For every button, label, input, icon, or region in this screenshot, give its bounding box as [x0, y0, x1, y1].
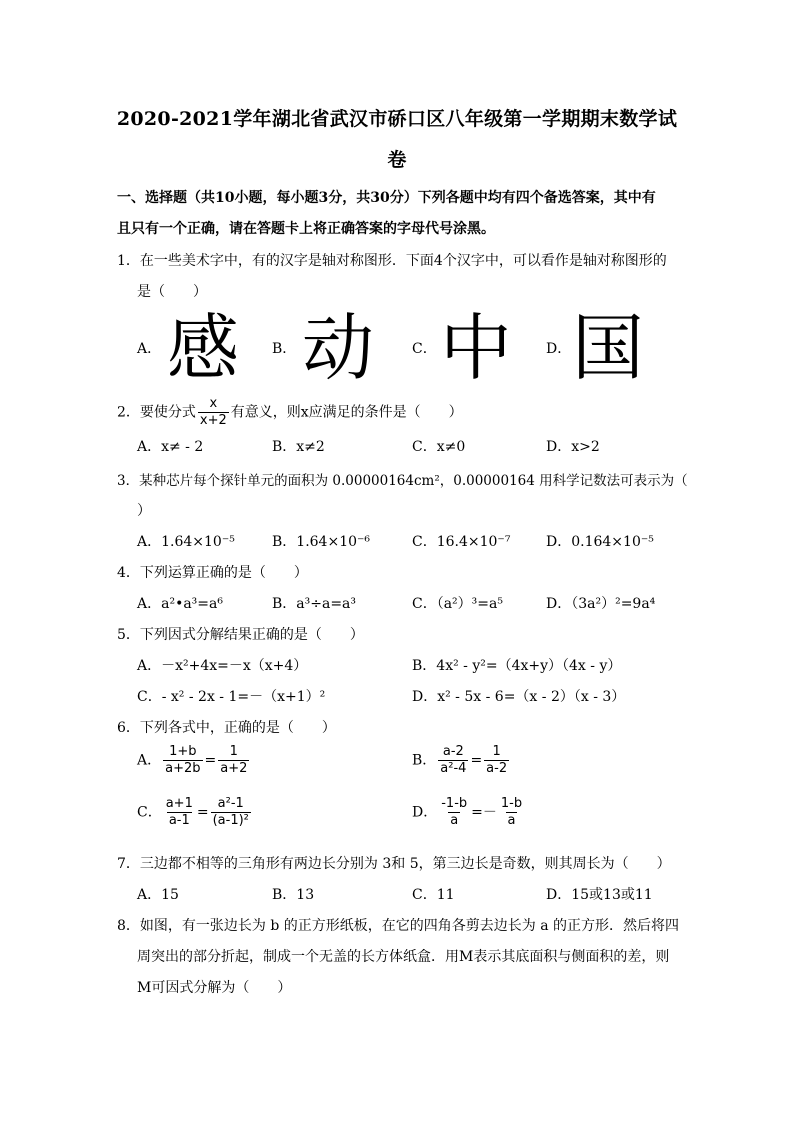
q8-stem-line3: M可因式分解为（ ） [137, 980, 292, 996]
q3-stem-line2: ） [137, 503, 151, 519]
q6-d-label: D． [412, 804, 438, 821]
q2-fraction-numerator: x [209, 396, 218, 411]
q6-a-eq: = [204, 752, 217, 769]
q3-stem-line1: 3．某种芯片每个探针单元的面积为 0.00000164cm²，0.00000164 用科学记数法可表示为（ [117, 473, 688, 489]
q3-option-d: D．0.164×10⁻⁵ [546, 534, 654, 550]
q8-stem-line1: 8．如图，有一张边长为 b 的正方形纸板，在它的四角各剪去边长为 a 的正方形．然后将四 [117, 918, 680, 934]
q6-d-frac1 [439, 796, 469, 829]
q6-option-b [412, 744, 511, 777]
q6-c-frac2 [211, 796, 251, 829]
q6-b-label: B． [412, 752, 437, 769]
q5-stem: 5．下列因式分解结果正确的是（ ） [117, 627, 364, 643]
q1-option-a-char: 感 [167, 306, 240, 390]
q4-option-d: D．（3a²）²=9a⁴ [546, 596, 656, 612]
q5-option-c: C．- x² - 2x - 1=－（x+1）² [137, 689, 326, 705]
q1-option-a-label: A． [137, 341, 162, 357]
q2-fraction-denominator: x+2 [199, 413, 227, 428]
q5-option-a: A．－x²+4x=－x（x+4） [137, 658, 308, 674]
q6-d-eq: =－ [471, 804, 497, 821]
q1-option-b-label: B． [272, 341, 297, 357]
q6-b-frac2 [484, 744, 509, 777]
q1-option-b-char: 动 [302, 306, 375, 390]
q6-a-label: A． [137, 752, 162, 769]
q6-b-den2: a-2 [486, 761, 508, 776]
q6-d-frac2 [499, 796, 524, 829]
q3-option-b: B．1.64×10⁻⁶ [272, 534, 371, 550]
q1-option-d-char: 国 [572, 306, 645, 390]
q6-c-eq: = [196, 804, 209, 821]
q6-c-den1: a-1 [168, 813, 190, 828]
q2-stem [117, 396, 463, 429]
q6-d-num1: -1-b [441, 796, 468, 811]
q6-stem: 6．下列各式中，正确的是（ ） [117, 720, 336, 736]
q2-option-c: C．x≠0 [412, 439, 466, 455]
q2-fraction [198, 396, 229, 429]
q2-option-b: B．x≠2 [272, 439, 325, 455]
q7-option-a: A．15 [137, 887, 179, 903]
q1-stem-line2: 是（ ） [137, 284, 207, 300]
q4-option-c: C．（a²）³=a⁵ [412, 596, 503, 612]
q7-option-b: B．13 [272, 887, 315, 903]
section1-instruction-line1: 一、选择题（共10小题，每小题3分，共30分）下列各题中均有四个备选答案，其中有 [117, 190, 656, 206]
q1-option-d-label: D． [546, 341, 572, 357]
q7-stem: 7．三边都不相等的三角形有两边长分别为 3和 5，第三边长是奇数，则其周长为（ ） [117, 856, 671, 872]
q6-option-a [137, 744, 251, 777]
q4-option-b: B．a³÷a=a³ [272, 596, 357, 612]
q6-b-num1: a-2 [442, 744, 464, 759]
q1-option-c-char: 中 [440, 306, 513, 390]
q2-option-a: A．x≠ - 2 [137, 439, 204, 455]
q6-b-frac1 [438, 744, 468, 777]
exam-title-line1: 2020-2021学年湖北省武汉市硚口区八年级第一学期期末数学试 [116, 108, 678, 130]
q6-a-frac2 [218, 744, 249, 777]
q6-b-den1: a²-4 [440, 761, 467, 776]
q6-a-den1: a+2b [165, 761, 201, 776]
exam-title-line2: 卷 [387, 149, 407, 171]
q6-option-c [137, 796, 253, 829]
q6-b-num2: 1 [492, 744, 501, 759]
q2-option-d: D．x>2 [546, 439, 600, 455]
q4-option-a: A．a²•a³=a⁶ [137, 596, 223, 612]
q6-d-den2: a [507, 813, 516, 828]
q6-a-num2: 1 [229, 744, 238, 759]
q5-option-b: B．4x² - y²=（4x+y）（4x - y） [412, 658, 622, 674]
q6-c-label: C． [137, 804, 162, 821]
q6-c-frac1 [164, 796, 195, 829]
q6-a-num1: 1+b [169, 744, 197, 759]
q3-option-a: A．1.64×10⁻⁵ [137, 534, 235, 550]
q6-b-eq: = [470, 752, 483, 769]
q7-option-d: D．15或13或11 [546, 887, 653, 903]
q6-a-den2: a+2 [220, 761, 248, 776]
q6-d-den1: a [450, 813, 459, 828]
q6-option-d [412, 796, 526, 829]
q7-option-c: C．11 [412, 887, 455, 903]
q8-stem-line2: 周突出的部分折起，制成一个无盖的长方体纸盒．用M表示其底面积与侧面积的差，则 [137, 949, 670, 965]
q3-option-c: C．16.4×10⁻⁷ [412, 534, 511, 550]
q6-d-num2: 1-b [500, 796, 523, 811]
q2-stem-post: 有意义，则x应满足的条件是（ ） [230, 404, 463, 421]
q6-c-den2: (a-1)² [212, 813, 249, 828]
q1-stem-line1: 1．在一些美术字中，有的汉字是轴对称图形．下面4个汉字中，可以看作是轴对称图形的 [117, 253, 667, 269]
q6-a-frac1 [163, 744, 202, 777]
section1-instruction-line2: 且只有一个正确，请在答题卡上将正确答案的字母代号涂黑。 [117, 221, 495, 237]
q4-stem: 4．下列运算正确的是（ ） [117, 565, 308, 581]
q1-option-c-label: C． [412, 341, 437, 357]
q6-c-num1: a+1 [165, 796, 193, 811]
q6-c-num2: a²-1 [217, 796, 244, 811]
q2-stem-pre: 2．要使分式 [117, 404, 196, 421]
q5-option-d: D．x² - 5x - 6=（x - 2）（x - 3） [412, 689, 626, 705]
